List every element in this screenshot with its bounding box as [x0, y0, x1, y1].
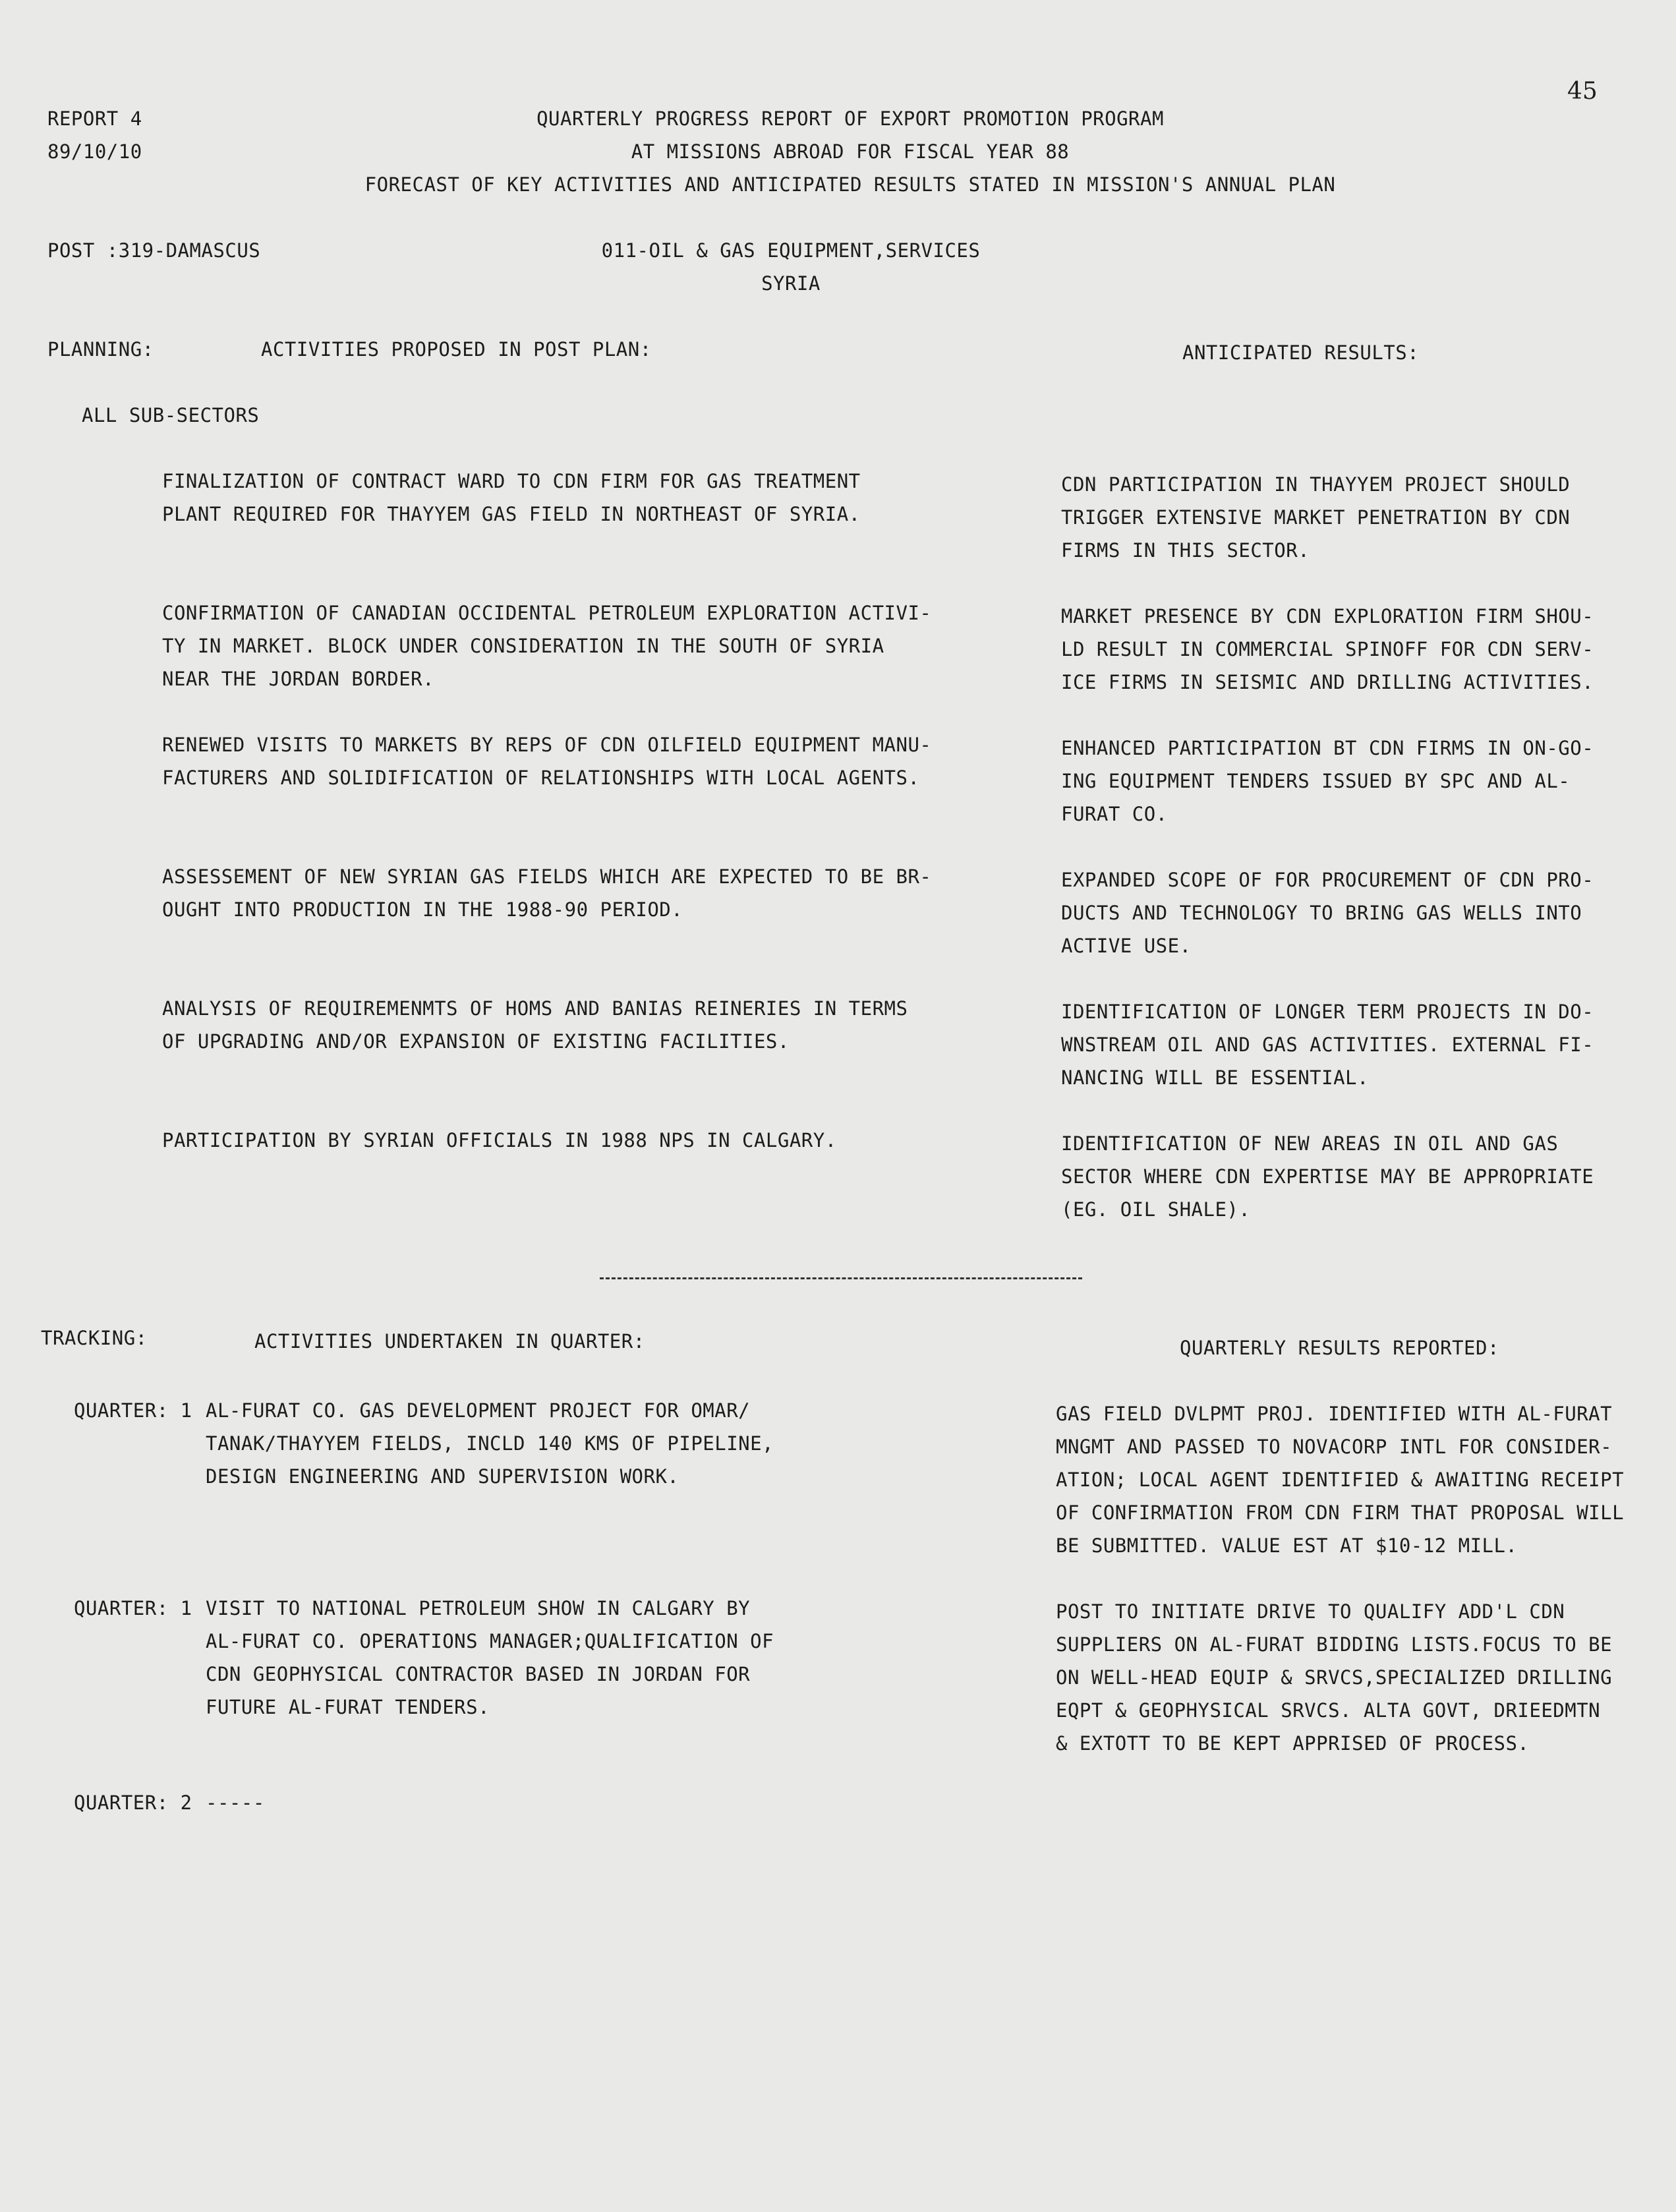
anticipated-results-heading: ANTICIPATED RESULTS: [1182, 341, 1420, 364]
quarter-label: QUARTER: 1 [74, 1399, 192, 1422]
report-number: REPORT 4 [47, 107, 142, 130]
report-date: 89/10/10 [47, 140, 142, 163]
anticipated-result: IDENTIFICATION OF LONGER TERM PROJECTS IN DO- WNSTREAM OIL AND GAS ACTIVITIES. EXTERNAL FI- NANCING WILL BE ESSENTIAL. [1061, 1001, 1594, 1089]
report-title-line-1: QUARTERLY PROGRESS REPORT OF EXPORT PROMOTION PROGRAM [536, 107, 1164, 130]
anticipated-result: CDN PARTICIPATION IN THAYYEM PROJECT SHOULD TRIGGER EXTENSIVE MARKET PENETRATION BY CDN FIRMS IN THIS SECTOR. [1061, 473, 1571, 562]
tracking-activities-heading: ACTIVITIES UNDERTAKEN IN QUARTER: [254, 1330, 645, 1353]
planned-activity: PARTICIPATION BY SYRIAN OFFICIALS IN 1988 NPS IN CALGARY. [162, 1129, 837, 1151]
sector-label: 011-OIL & GAS EQUIPMENT,SERVICES [601, 239, 981, 262]
country-label: SYRIA [761, 272, 821, 295]
planned-activity: ASSESSEMENT OF NEW SYRIAN GAS FIELDS WHICH ARE EXPECTED TO BE BR- OUGHT INTO PRODUCTION IN THE 1988-90 PERIOD. [162, 865, 932, 921]
quarter-label: QUARTER: 1 [74, 1597, 192, 1619]
quarterly-result: POST TO INITIATE DRIVE TO QUALIFY ADD'L CDN SUPPLIERS ON AL-FURAT BIDDING LISTS.FOCUS TO BE ON WELL-HEAD EQUIP & SRVCS,SPECIALIZED DRILLING EQPT & GEOPHYSICAL SRVCS. ALTA GOVT, DRIEEDMTN & EXTOTT TO BE KEPT APPRISED OF PROCESS. [1056, 1600, 1613, 1755]
planning-label: PLANNING: [47, 338, 154, 361]
tracking-activity: ----- [206, 1791, 265, 1814]
tracking-activity: AL-FURAT CO. GAS DEVELOPMENT PROJECT FOR OMAR/ TANAK/THAYYEM FIELDS, INCLD 140 KMS OF PIPELINE, DESIGN ENGINEERING AND SUPERVISION WORK. [206, 1399, 774, 1488]
quarterly-result: GAS FIELD DVLPMT PROJ. IDENTIFIED WITH AL-FURAT MNGMT AND PASSED TO NOVACORP INTL FOR CONSIDER- ATION; LOCAL AGENT IDENTIFIED & AWAITING RECEIPT OF CONFIRMATION FROM CDN FIRM THAT PROPOSAL WILL BE SUBMITTED. VALUE EST AT $10-12 MILL. [1056, 1403, 1625, 1557]
planned-activity: CONFIRMATION OF CANADIAN OCCIDENTAL PETROLEUM EXPLORATION ACTIVI- TY IN MARKET. BLOCK UNDER CONSIDERATION IN THE SOUTH OF SYRIA NEAR THE JORDAN BORDER. [162, 602, 932, 690]
subsector-label: ALL SUB-SECTORS [82, 404, 260, 426]
page-number: 45 [1567, 78, 1598, 105]
planned-activity: FINALIZATION OF CONTRACT WARD TO CDN FIRM FOR GAS TREATMENT PLANT REQUIRED FOR THAYYEM GAS FIELD IN NORTHEAST OF SYRIA. [162, 470, 861, 525]
quarterly-results-heading: QUARTERLY RESULTS REPORTED: [1180, 1337, 1499, 1359]
planned-activity: ANALYSIS OF REQUIREMENMTS OF HOMS AND BANIAS REINERIES IN TERMS OF UPGRADING AND/OR EXPANSION OF EXISTING FACILITIES. [162, 997, 908, 1053]
report-title-line-2: AT MISSIONS ABROAD FOR FISCAL YEAR 88 [631, 140, 1070, 163]
tracking-label: TRACKING: [41, 1327, 148, 1349]
planned-activity: RENEWED VISITS TO MARKETS BY REPS OF CDN OILFIELD EQUIPMENT MANU- FACTURERS AND SOLIDIFICATION OF RELATIONSHIPS WITH LOCAL AGENTS. [162, 734, 932, 789]
anticipated-result: EXPANDED SCOPE OF FOR PROCUREMENT OF CDN PRO- DUCTS AND TECHNOLOGY TO BRING GAS WELLS INTO ACTIVE USE. [1061, 869, 1594, 957]
quarter-label: QUARTER: 2 [74, 1791, 192, 1814]
anticipated-result: MARKET PRESENCE BY CDN EXPLORATION FIRM SHOU- LD RESULT IN COMMERCIAL SPINOFF FOR CDN SERV- ICE FIRMS IN SEISMIC AND DRILLING ACTIVITIES. [1061, 605, 1594, 693]
report-title-line-3: FORECAST OF KEY ACTIVITIES AND ANTICIPATED RESULTS STATED IN MISSION'S ANNUAL PLAN [364, 173, 1336, 196]
tracking-activity: VISIT TO NATIONAL PETROLEUM SHOW IN CALGARY BY AL-FURAT CO. OPERATIONS MANAGER;QUALIFICATION OF CDN GEOPHYSICAL CONTRACTOR BASED IN JORDAN FOR FUTURE AL-FURAT TENDERS. [206, 1597, 774, 1718]
post-label: POST :319-DAMASCUS [47, 239, 261, 262]
anticipated-result: ENHANCED PARTICIPATION BT CDN FIRMS IN ON-GO- ING EQUIPMENT TENDERS ISSUED BY SPC AND AL- FURAT CO. [1061, 737, 1594, 825]
section-divider [600, 1277, 1082, 1279]
planning-activities-heading: ACTIVITIES PROPOSED IN POST PLAN: [261, 338, 652, 361]
anticipated-result: IDENTIFICATION OF NEW AREAS IN OIL AND GAS SECTOR WHERE CDN EXPERTISE MAY BE APPROPRIATE (EG. OIL SHALE). [1061, 1132, 1594, 1221]
